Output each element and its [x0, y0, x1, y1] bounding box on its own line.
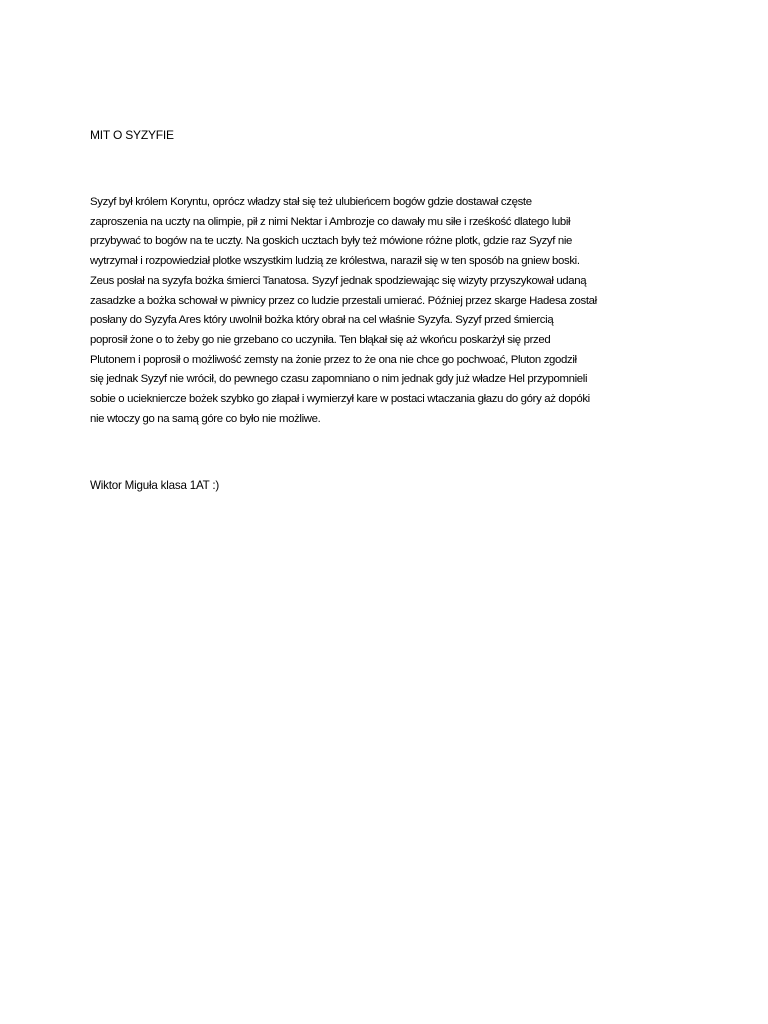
body-line: zaproszenia na uczty na olimpie, pił z nimi Nektar i Ambrozje co dawały mu siłe i rześkość dlatego lubił	[90, 215, 571, 228]
body-line: poprosił żone o to żeby go nie grzebano co uczyniła. Ten błąkał się aż wkońcu poskarżył się przed	[90, 333, 551, 346]
body-line: posłany do Syzyfa Ares który uwolnił bożka który obrał na cel właśnie Syzyfa. Syzyf przed śmiercią	[90, 314, 554, 327]
body-line: Syzyf był królem Koryntu, oprócz władzy stał się też ulubieńcem bogów gdzie dostawał częste	[90, 196, 532, 208]
body-line: się jednak Syzyf nie wrócił, do pewnego czasu zapomniano o nim jednak gdy już władze Hel przypomnieli	[90, 373, 588, 386]
body-line: Zeus posłał na syzyfa bożka śmierci Tanatosa. Syzyf jednak spodziewając się wizyty przyszykował udaną	[90, 274, 587, 287]
body-line: przybywać to bogów na te uczty. Na goskich ucztach były też mówione różne plotk, gdzie raz Syzyf nie	[90, 235, 573, 248]
body-line: Plutonem i poprosił o możliwość zemsty na żonie przez to że ona nie chce go pochwoać, Pluton zgodził	[90, 353, 577, 366]
body-line: nie wtoczy go na samą góre co było nie możliwe.	[90, 412, 321, 425]
body-line: zasadzke a bożka schował w piwnicy przez co ludzie przestali umierać. Później przez skarge Hadesa został	[90, 294, 597, 307]
body-line: sobie o uciekniercze bożek szybko go złapał i wymierzył kare w postaci wtaczania głazu do góry aż dopóki	[90, 393, 590, 406]
document-title: MIT O SYZYFIE	[90, 128, 174, 142]
document-body	[90, 193, 690, 429]
body-line: wytrzymał i rozpowiedział plotke wszystkim ludzią ze królestwa, naraził się w ten sposób na gniew boski.	[90, 255, 580, 268]
author-signature: Wiktor Miguła klasa 1AT :)	[90, 479, 220, 492]
